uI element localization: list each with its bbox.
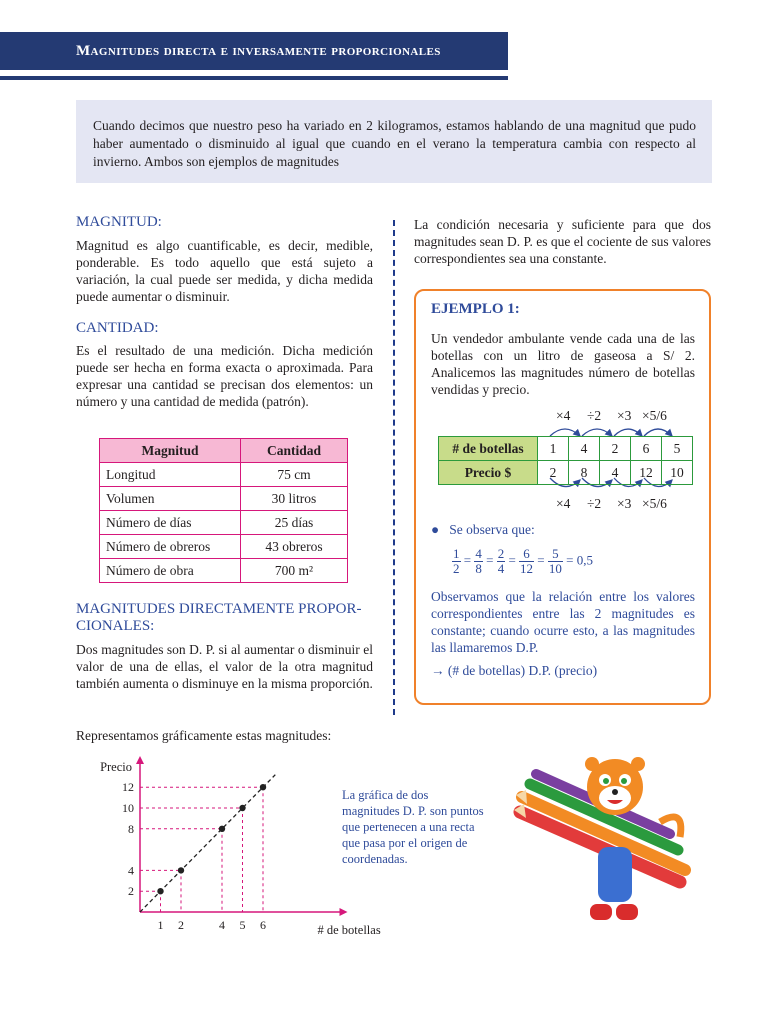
example-title: EJEMPLO 1: [431,301,520,317]
fraction: $\frac{6}{12}$ [520,546,534,576]
dp-heading [76,601,361,635]
op-label: ×4 [556,408,571,423]
magnitud-heading: MAGNITUD: [76,214,162,230]
x-axis-arrow-icon [340,908,348,916]
data-point [219,826,225,832]
op-label: ×4 [556,496,571,511]
table-row [100,463,348,487]
op-label: ÷2 [587,408,602,423]
y-tick-label: 2 [128,884,134,899]
magnitud-table [99,438,348,583]
table-cell: 2 [600,437,631,461]
table-cell: Longitud [100,463,241,487]
graph-note: La gráfica de dos magnitudes D. P. son puntos que pertenecen a una recta que pasa por el origen de coordenadas. [342,788,484,866]
page-title: Magnitudes directa e inversamente proporcionales [76,43,441,59]
op-label: ×3 [617,408,632,423]
table-row [439,437,693,461]
fraction: $\frac{5}{10}$ [548,546,562,576]
table-cell: 4 [600,461,631,485]
dp-heading-line1: MAGNITUDES DIRECTAMENTE PROPOR- [76,601,362,617]
x-tick-label: 4 [219,918,225,932]
table-cell: 43 obreros [241,535,348,559]
bullet-icon: ● [431,522,440,537]
y-tick-label: 12 [122,780,134,795]
x-tick-label: 2 [178,918,184,932]
column-divider [393,220,395,715]
fraction: $\frac{4}{8}$ [475,546,482,576]
table-cell: 2 [538,461,569,485]
fraction-result: = 0,5 [566,552,593,568]
table-row [100,487,348,511]
op-label: ×5/6 [642,408,667,423]
table-cell: 700 m² [241,559,348,583]
cantidad-heading: CANTIDAD: [76,320,159,336]
x-axis-label: # de botellas [317,923,381,937]
table-cell: Precio $ [439,461,538,485]
y-tick-label: 8 [128,821,134,836]
data-point [157,888,163,894]
observation-text: Observamos que la relación entre los valores correspondientes entre las 2 magnitudes es constante; cuando ocurre esto, a las magnitudes las llamaremos D.P. [431,589,695,655]
table-cell: 1 [538,437,569,461]
fraction: $\frac{1}{2}$ [453,546,460,576]
botellas-table [438,436,693,485]
x-tick-label: 1 [157,918,164,932]
op-label: ÷2 [587,496,602,511]
bullet-line [431,522,535,538]
table-cell: 5 [662,437,693,461]
magnitud-text: Magnitud es algo cuantificable, es decir, medible, ponderable. Es todo aquello que está sujeto a variación, la cual puede ser medida, y dicha medida puede aumentar o disminuir. [76,238,373,304]
intro-box [76,100,712,183]
cantidad-text: Es el resultado de una medición. Dicha medición puede ser hecha en forma exacta o aproximada. Para expresar una cantidad se precisan dos elementos: un número y una cantidad de medida (patrón). [76,343,373,409]
example-text: Un vendedor ambulante vende cada una de las botellas con un litro de gaseosa a S/ 2. Analicemos las magnitudes número de botellas vendidas y precio. [431,331,695,397]
y-axis-arrow-icon [136,756,144,764]
table-row [100,559,348,583]
table-row [100,535,348,559]
table-cell: 6 [631,437,662,461]
graph-intro: Representamos gráficamente estas magnitudes: [76,728,332,743]
table-header: Cantidad [241,439,348,463]
table-cell: 10 [662,461,693,485]
y-axis-label: Precio [100,760,132,774]
table-cell: Número de obreros [100,535,241,559]
data-point [178,867,184,873]
table-header: Magnitud [100,439,241,463]
table-cell: 75 cm [241,463,348,487]
op-label: ×3 [617,496,632,511]
fraction-equation: $\frac{1}{2}$ = $\frac{4}{8}$ = $\frac{2}{4}$ = $\frac{6}{12}$ = $\frac{5}{10}$ = 0,5 [453,546,593,576]
y-tick-label: 10 [122,801,134,815]
condition-text: La condición necesaria y suficiente para que dos magnitudes sean D. P. es que el cociente de sus valores correspondientes sea una constante. [414,217,711,266]
data-point [260,784,266,790]
fraction: $\frac{2}{4}$ [497,546,505,576]
y-tick-label: 4 [128,863,134,878]
data-point [239,805,245,811]
conclusion-text: → (# de botellas) D.P. (precio) [431,663,598,678]
table-cell: Número de obra [100,559,241,583]
bullet-text: Se observa que: [449,522,535,537]
x-tick-label: 5 [239,918,246,932]
dp-text: Dos magnitudes son D. P. si al aumentar o disminuir el valor de una de ellas, el valor de la otra magnitud también aumenta o disminuye en la misma proporción. [76,642,373,691]
table-cell: Número de días [100,511,241,535]
table-row [439,461,693,485]
table-cell: 4 [569,437,600,461]
intro-text: Cuando decimos que nuestro peso ha variado en 2 kilogramos, estamos hablando de una magnitud que pudo haber aumentado o disminuido al igual que cuando en el verano la temperatura cambia con respecto al invierno. Ambos son ejemplos de magnitudes [93,118,696,169]
table-cell: 30 litros [241,487,348,511]
tiger-mascot-illustration [510,752,700,932]
header-underline [0,76,508,80]
table-cell: 12 [631,461,662,485]
table-cell: # de botellas [439,437,538,461]
table-cell: 8 [569,461,600,485]
dp-heading-line2: CIONALES: [76,618,155,634]
x-tick-label: 6 [260,918,266,932]
op-label: ×5/6 [642,496,667,511]
table-cell: Volumen [100,487,241,511]
table-header-row [100,439,348,463]
table-cell: 25 días [241,511,348,535]
table-row [100,511,348,535]
